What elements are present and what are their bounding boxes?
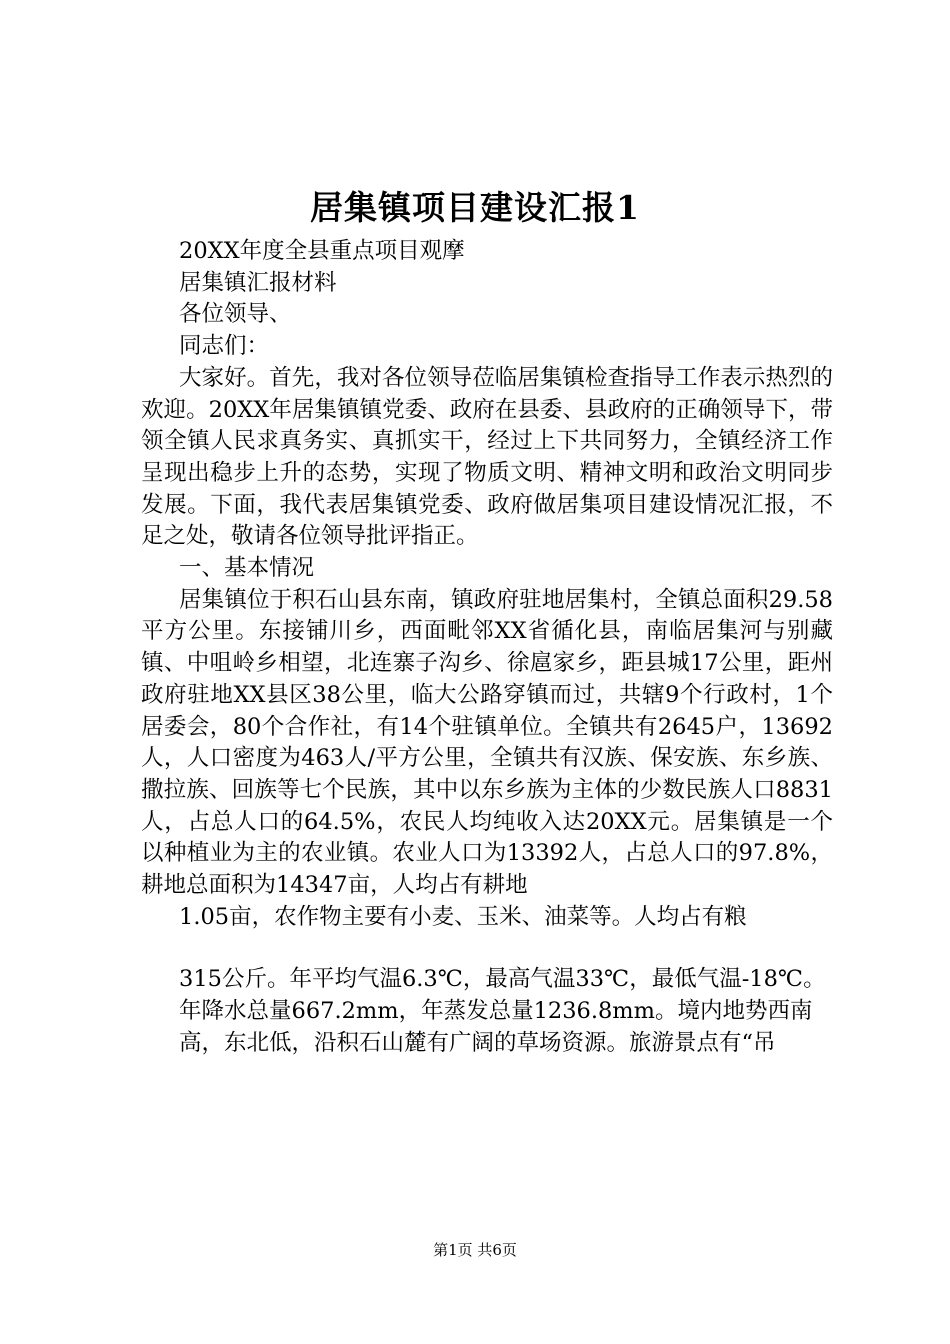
paragraph-precipitation: 年降水总量667.2mm，年蒸发总量1236.8mm。境内地势西南 xyxy=(179,998,813,1025)
paragraph-salutation-leaders: 各位领导、 xyxy=(179,301,292,328)
document-title: 居集镇项目建设汇报1 xyxy=(310,188,640,227)
document-body xyxy=(141,236,833,1060)
paragraph-terrain: 高，东北低，沿积石山麓有广阔的草场资源。旅游景点有“吊 xyxy=(179,1029,776,1056)
paragraph-salutation-comrades: 同志们： xyxy=(179,333,270,360)
paragraph-event-heading: 20XX年度全县重点项目观摩 xyxy=(179,238,465,264)
paragraph-farmland: 1.05亩，农作物主要有小麦、玉米、油菜等。人均占有粮 xyxy=(179,903,747,930)
paragraph-material-heading: 居集镇汇报材料 xyxy=(179,269,337,296)
paragraph-opening: 大家好。首先，我对各位领导莅临居集镇检查指导工作表示热烈的欢迎。20XX年居集镇镇党委、政府在县委、县政府的正确领导下，带领全镇人民求真务实、真抓实干，经过上下共同努力，全镇经济工作呈现出稳步上升的态势，实现了物质文明、精神文明和政治文明同步发展。下面，我代表居集镇党委、政府做居集项目建设情况汇报，不足之处，敬请各位领导批评指正。 xyxy=(141,364,833,550)
paragraph-temperature: 315公斤。年平均气温6.3℃，最高气温33℃，最低气温-18℃。 xyxy=(179,966,826,993)
section-heading-basic-info: 一、基本情况 xyxy=(179,555,315,582)
page-footer: 第1页 共6页 xyxy=(433,1241,517,1259)
paragraph-basic-info: 居集镇位于积石山县东南，镇政府驻地居集村，全镇总面积29.58平方公里。东接铺川乡，西面毗邻XX省循化县，南临居集河与别藏镇、中咀岭乡相望，北连寨子沟乡、徐扈家乡，距县城17公里，距州政府驻地XX县区38公里，临大公路穿镇而过，共辖9个行政村，1个居委会，80个合作社，有14个驻镇单位。全镇共有2645户，13692人，人口密度为463人/平方公里，全镇共有汉族、保安族、东乡族、撒拉族、回族等七个民族，其中以东乡族为主体的少数民族人口8831人，占总人口的64.5%，农民人均纯收入达20XX元。居集镇是一个以种植业为主的农业镇。农业人口为13392人，占总人口的97.8%，耕地总面积为14347亩，人均占有耕地 xyxy=(141,586,833,899)
